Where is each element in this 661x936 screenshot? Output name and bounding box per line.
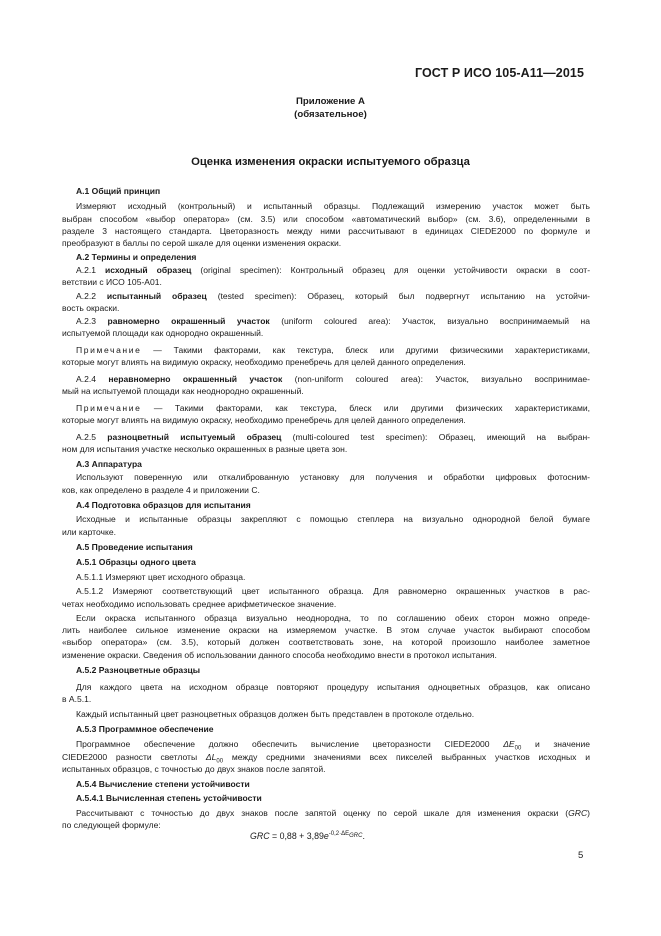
- paragraph-line: Измеряют исходный (контрольный) и испытанный образцы. Подлежащий измерению участок может быть: [76, 201, 590, 211]
- paragraph-line: в А.5.1.: [62, 694, 92, 704]
- paragraph-line: Программное обеспечение должно обеспечить вычисление цветоразности CIEDE2000 $\Delta E_{00}$ и значение: [76, 739, 591, 752]
- paragraph-line: по следующей формуле:: [62, 820, 161, 830]
- section-heading: А.5.4.1 Вычисленная степень устойчивости: [76, 793, 262, 803]
- term-line: А.2.1 исходный образец (original specimen): Контрольный образец для оценки устойчивости окраски в соот-: [76, 265, 591, 275]
- term-line: А.2.2 испытанный образец (tested specimen): Образец, который был подвергнут испытанию на устойчи-: [76, 291, 591, 301]
- paragraph-line: А.5.1.2 Измеряют соответствующий цвет испытанного образца. Для равномерно окрашенных участков в рас-: [76, 586, 590, 596]
- section-heading: А.5.3 Программное обеспечение: [76, 724, 214, 734]
- paragraph-line: которые могут влиять на видимую окраску, необходимо пренебречь для целей данного определения.: [62, 357, 466, 367]
- paragraph-line: лить наиболее сильное изменение окраски на измеряемом участке. В этом случае участок выбирают способом: [62, 625, 590, 635]
- paragraph-line: Каждый испытанный цвет разноцветных образцов должен быть представлен в протоколе отдельно.: [76, 709, 475, 719]
- paragraph-line: преобразуют в баллы по серой шкале для оценки изменения окраски.: [62, 238, 342, 248]
- section-heading: А.4 Подготовка образцов для испытания: [76, 500, 251, 510]
- section-heading: А.5 Проведение испытания: [76, 542, 193, 552]
- annex-label: Приложение А: [296, 96, 365, 107]
- paragraph-line: мый на испытуемой площади как неоднородно окрашенный.: [62, 386, 304, 396]
- standard-header: ГОСТ Р ИСО 105-A11—2015: [414, 66, 584, 80]
- paragraph-line: ков, как определено в разделе 4 и приложении С.: [62, 485, 260, 495]
- paragraph-line: выбран способом «выбор оператора» (см. 3.5) или способом «автоматический выбор» (см. 3.6), определенными в: [62, 214, 590, 224]
- section-heading: А.1 Общий принцип: [76, 186, 161, 196]
- paragraph-line: которые могут влиять на видимую окраску, необходимо пренебречь для целей данного определения.: [62, 415, 466, 425]
- paragraph-line: вость окраски.: [62, 303, 120, 313]
- paragraph-line: Исходные и испытанные образцы закрепляют с помощью степлера на визуально однородной белой бумаге: [76, 514, 590, 524]
- term-line: А.2.5 разноцветный испытуемый образец (multi-coloured test specimen): Образец, имеющий на выбран-: [76, 432, 591, 442]
- paragraph-line: Если окраска испытанного образца визуально неоднородна, то по соглашению обеих сторон можно опреде-: [76, 613, 590, 623]
- section-heading: А.2 Термины и определения: [76, 252, 197, 262]
- page-number: 5: [578, 850, 584, 861]
- grc-formula: GRC = $0,88 + 3,89e^{-0,2\cdot\Delta E_{GRC}}$.: [250, 831, 365, 841]
- paragraph-line: ном для испытания участке несколько окрашенных в разные цвета зон.: [62, 444, 348, 454]
- paragraph-line: испытанных образцов, с точностью до двух знаков после запятой.: [62, 764, 326, 774]
- annex-title: Оценка изменения окраски испытуемого образца: [191, 156, 470, 168]
- paragraph-line: разделе 3 настоящего стандарта. Цветоразность между ними рассчитывают в единицах CIEDE2000 по формуле и: [62, 226, 590, 236]
- paragraph-line: Рассчитывают с точностью до двух знаков после запятой оценку по серой шкале для изменения окраски (GRC): [76, 808, 590, 818]
- term-line: А.2.3 равномерно окрашенный участок (uniform coloured area): Участок, визуально воспринимаемый на: [76, 316, 591, 326]
- annex-status: (обязательное): [294, 109, 367, 120]
- paragraph-line: изменение окраски. Сведения об использовании данного способа необходимо внести в протокол испытания.: [62, 650, 497, 660]
- paragraph-line: CIEDE2000 разности светлоты $\Delta L_{00}$ между средними значениями всех пикселей выбранных участков исходных и: [62, 752, 590, 765]
- paragraph-line: или карточке.: [62, 527, 116, 537]
- paragraph-line: А.5.1.1 Измеряют цвет исходного образца.: [76, 572, 246, 582]
- section-heading: А.5.4 Вычисление степени устойчивости: [76, 779, 250, 789]
- term-line: А.2.4 неравномерно окрашенный участок (non-uniform coloured area): Участок, визуально воспринимае-: [76, 374, 591, 384]
- note-line: Примечание — Такими факторами, как текстура, блеск или другими физическими характеристиками,: [76, 345, 591, 355]
- paragraph-line: ветствии с ИСО 105-A01.: [62, 277, 162, 287]
- section-heading: А.5.1 Образцы одного цвета: [76, 557, 196, 567]
- paragraph-line: Используют поверенную или откалиброванную установку для получения и обработки цифровых фотосним-: [76, 472, 590, 482]
- paragraph-line: четах необходимо использовать среднее арифметическое значение.: [62, 599, 337, 609]
- section-heading: А.5.2 Разноцветные образцы: [76, 665, 201, 675]
- paragraph-line: «выбор оператора» (см. 3.5), который должен соответствовать зоне, на которой произошло наиболее заметное: [62, 637, 590, 647]
- section-heading: А.3 Аппаратура: [76, 459, 142, 469]
- paragraph-line: испытуемой площади как однородно окрашенный.: [62, 328, 264, 338]
- note-line: Примечание — Такими факторами, как текстура, блеск или другими физических характеристиками,: [76, 403, 591, 413]
- paragraph-line: Для каждого цвета на исходном образце повторяют процедуру испытания одноцветных образцов, как описано: [76, 682, 590, 692]
